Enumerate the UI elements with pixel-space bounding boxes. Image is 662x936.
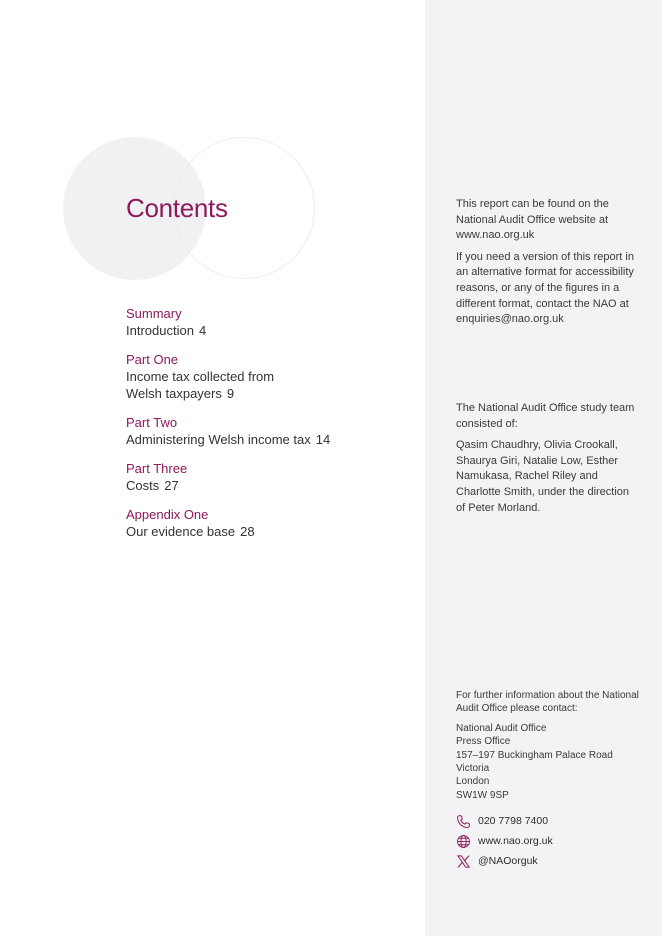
- website-contact[interactable]: [456, 831, 553, 851]
- team-members-text: Qasim Chaudhry, Olivia Crookall, Shaurya Giri, Natalie Low, Esther Namukasa, Rachel Riley and Charlotte Smith, under the direction of Peter Morland.: [456, 439, 630, 514]
- contact-info: [456, 689, 646, 802]
- address-line: SW1W 9SP: [456, 789, 509, 801]
- social-handle: @NAOorguk: [478, 855, 538, 867]
- address-line: National Audit Office: [456, 722, 547, 734]
- phone-icon: [456, 814, 471, 829]
- toc-page-number: 27: [164, 478, 179, 493]
- toc-section-appendix-one: [126, 506, 406, 540]
- toc-page-number: 14: [315, 432, 331, 447]
- toc-section-summary: [126, 305, 406, 339]
- toc-page-number: 4: [198, 323, 207, 338]
- toc-entry[interactable]: Our evidence base 28: [126, 524, 255, 539]
- address-line: Press Office: [456, 736, 511, 748]
- toc-entry[interactable]: Income tax collected from Welsh taxpayers 9: [126, 369, 275, 401]
- phone-number: 020 7798 7400: [478, 815, 549, 827]
- address-line: 157–197 Buckingham Palace Road: [456, 749, 613, 761]
- toc-entry[interactable]: Introduction 4: [126, 323, 207, 338]
- toc-section-part-two: [126, 414, 406, 448]
- address-line: Victoria: [456, 763, 490, 775]
- toc-entry[interactable]: Administering Welsh income tax 14: [126, 432, 331, 447]
- toc-page-number: 9: [226, 386, 235, 401]
- toc-entry[interactable]: Costs 27: [126, 478, 179, 493]
- table-of-contents: [126, 305, 406, 552]
- website-link: www.nao.org.uk: [478, 835, 553, 847]
- contact-channels: [456, 811, 553, 871]
- toc-heading[interactable]: Part Three: [126, 461, 188, 476]
- postal-address: [456, 722, 646, 802]
- globe-icon: [456, 834, 471, 849]
- x-logo-icon: [456, 854, 471, 869]
- toc-section-part-three: [126, 460, 406, 494]
- social-contact[interactable]: [456, 851, 553, 871]
- report-info: [456, 197, 636, 334]
- toc-page-number: 28: [240, 524, 255, 539]
- toc-heading[interactable]: Appendix One: [126, 507, 209, 522]
- phone-contact[interactable]: [456, 811, 553, 831]
- toc-heading[interactable]: Part Two: [126, 415, 178, 430]
- toc-section-part-one: [126, 351, 406, 402]
- report-location-text: This report can be found on the National Audit Office website at www.nao.org.uk: [456, 198, 609, 242]
- page-title: Contents: [126, 193, 228, 223]
- toc-heading[interactable]: Part One: [126, 352, 179, 367]
- alternative-format-text: If you need a version of this report in an alternative format for accessibility reasons, or any of the figures in a different format, contact the NAO at enquiries@nao.org.uk: [456, 250, 634, 326]
- team-intro-text: The National Audit Office study team consisted of:: [456, 402, 635, 430]
- address-line: London: [456, 776, 490, 788]
- study-team-info: [456, 401, 636, 522]
- contact-intro-text: For further information about the National Audit Office please contact:: [456, 690, 639, 715]
- toc-heading[interactable]: Summary: [126, 306, 182, 321]
